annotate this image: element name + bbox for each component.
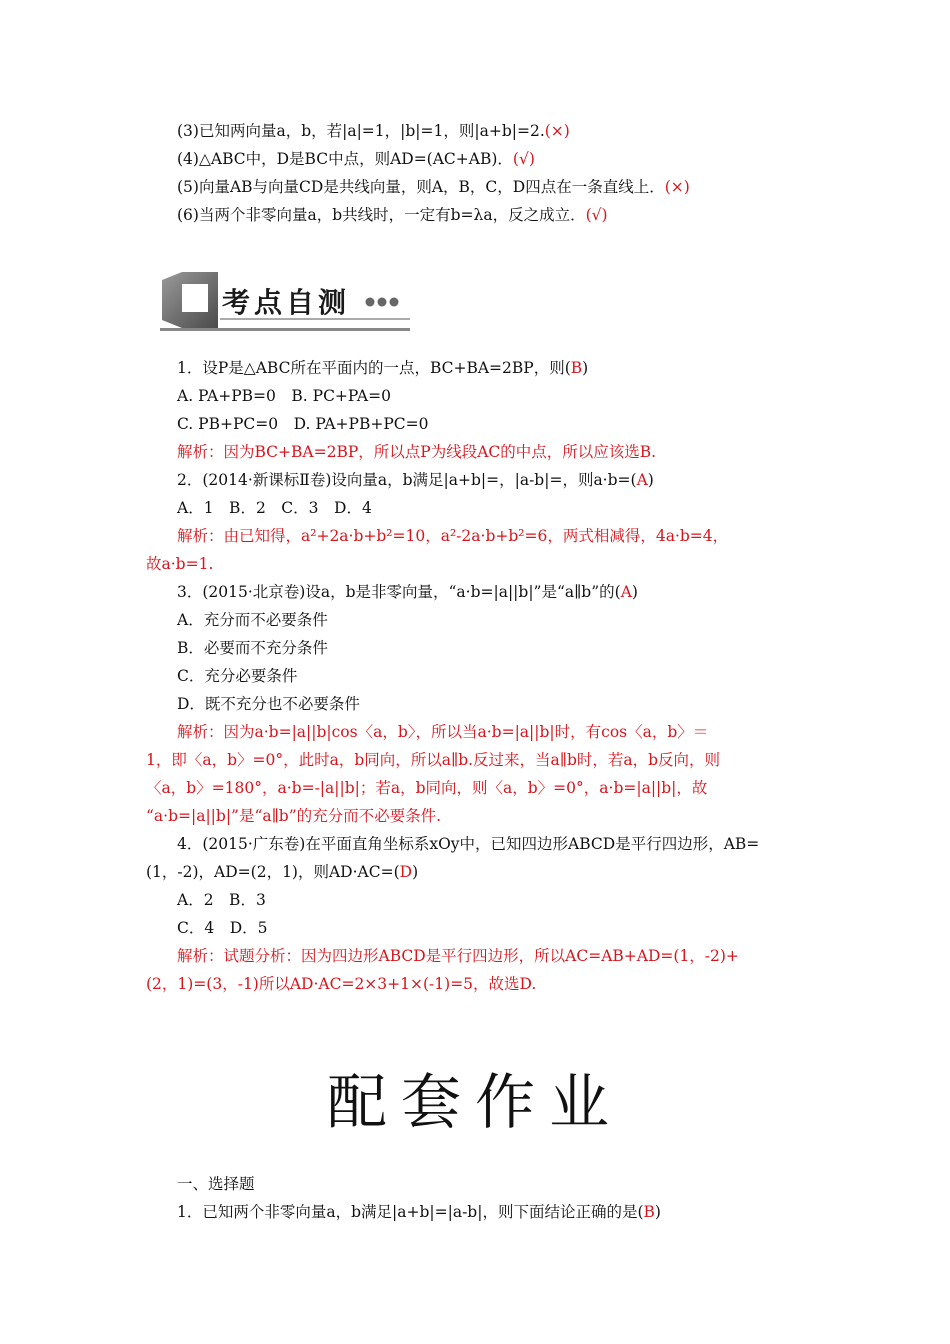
- q3-analysis-line2: 1，即〈a，b〉=0°，此时a，b同向，所以a∥b.反过来，当a∥b时，若a，b反向，则: [146, 751, 721, 769]
- q1-answer: B: [570, 359, 583, 377]
- judgement-text: (4)△ABC中，D是BC中点，则AD=(AC+AB)．: [177, 150, 513, 168]
- q2-analysis-line1: 解析：由已知得，a²+2a·b+b²=10，a²-2a·b+b²=6，两式相减得，4a·b=4，: [177, 527, 729, 545]
- q3-analysis-line3: 〈a，b〉=180°，a·b=-|a||b|；若a，b同向，则〈a，b〉=0°，a·b=|a||b|，故: [146, 779, 708, 797]
- judgement-item-5: [177, 176, 690, 198]
- homework-q1-stem: 1．已知两个非零向量a，b满足|a+b|=|a-b|，则下面结论正确的是(B): [177, 1203, 661, 1221]
- q3-option-d: D．既不充分也不必要条件: [177, 695, 360, 713]
- q4-analysis-line2: (2，1)=(3，-1)所以AD·AC=2×3+1×(-1)=5，故选D.: [146, 975, 537, 993]
- q2-answer: A: [636, 471, 648, 489]
- judgement-item-4: [177, 148, 535, 170]
- homework-q1-answer: B: [643, 1203, 655, 1221]
- q4-stem-line1: 4．(2015·广东卷)在平面直角坐标系xOy中，已知四边形ABCD是平行四边形，AB=: [177, 835, 760, 853]
- judgement-item-3: [177, 120, 570, 142]
- q1-options-row2: C. PB+PC=0 D. PA+PB+PC=0: [177, 415, 429, 433]
- q1-options-row1: A. PA+PB=0 B. PC+PA=0: [177, 387, 391, 405]
- judgement-mark: (√): [585, 206, 608, 224]
- q1-analysis: 解析：因为BC+BA=2BP，所以点P为线段AC的中点，所以应该选B.: [177, 443, 657, 461]
- q4-options-row2: C．4 D．5: [177, 919, 268, 937]
- q4-options-row1: A．2 B．3: [177, 891, 266, 909]
- q3-analysis-line4: “a·b=|a||b|”是“a∥b”的充分而不必要条件.: [146, 807, 442, 825]
- q3-answer: A: [620, 583, 632, 601]
- judgement-text: (3)已知两向量a，b，若|a|=1，|b|=1，则|a+b|=2.: [177, 122, 545, 140]
- judgement-mark: (×): [544, 122, 570, 140]
- big-title: 配套作业: [327, 1068, 623, 1138]
- q3-option-a: A．充分而不必要条件: [177, 611, 328, 629]
- homework-section-title: 一、选择题: [177, 1175, 255, 1193]
- q4-answer: D: [399, 863, 413, 881]
- judgement-text: (6)当两个非零向量a，b共线时，一定有b=λa，反之成立．: [177, 206, 586, 224]
- q4-analysis-line1: 解析：试题分析：因为四边形ABCD是平行四边形，所以AC=AB+AD=(1，-2)+: [177, 947, 739, 965]
- q3-option-c: C．充分必要条件: [177, 667, 298, 685]
- q3-stem: 3．(2015·北京卷)设a，b是非零向量，“a·b=|a||b|”是“a∥b”的(A): [177, 583, 638, 601]
- q3-analysis-line1: 解析：因为a·b=|a||b|cos〈a，b〉，所以当a·b=|a||b|时，有cos〈a，b〉＝: [177, 723, 709, 741]
- q2-stem: 2．(2014·新课标Ⅱ卷)设向量a，b满足|a+b|=，|a-b|=，则a·b=(A): [177, 471, 654, 489]
- q2-analysis-line2: 故a·b=1.: [146, 555, 214, 573]
- judgement-mark: (√): [512, 150, 535, 168]
- section-header-title: 考点自测: [222, 286, 351, 319]
- q1-stem: 1．设P是△ABC所在平面内的一点，BC+BA=2BP，则(B): [177, 359, 589, 377]
- judgement-item-6: [177, 204, 608, 226]
- judgement-mark: (×): [664, 178, 690, 196]
- q3-option-b: B．必要而不充分条件: [177, 639, 328, 657]
- q2-options: A．1 B．2 C．3 D．4: [177, 499, 372, 517]
- q4-stem-line2: (1，-2)，AD=(2，1)，则AD·AC=(D): [146, 863, 419, 881]
- judgement-text: (5)向量AB与向量CD是共线向量，则A，B，C，D四点在一条直线上．: [177, 178, 665, 196]
